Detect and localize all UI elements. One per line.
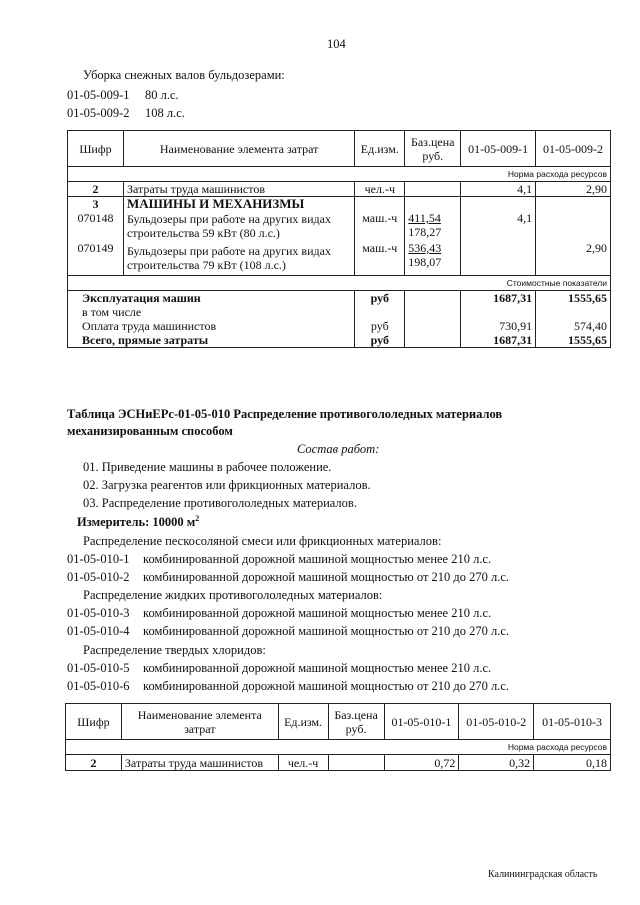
row-value-1: 4,1 [461,211,536,241]
meter-label: Измеритель: 10000 $м^2$ [77,514,200,530]
cost-row [68,305,611,319]
cost-value-2: 574,40 [536,319,611,333]
page-number: 104 [327,37,346,51]
table-row [68,197,611,212]
cost-label-row [68,275,611,290]
variant-code: 01-05-009-1 [67,88,130,102]
row-price [405,182,461,197]
row-value-2 [536,211,611,241]
row-name: Затраты труда машинистов [123,182,354,197]
variant-code: 01-05-010-3 [67,606,130,620]
row-name: МАШИНЫ И МЕХАНИЗМЫ [123,197,354,212]
work-item: 01. Приведение машины в рабочее положение. [83,460,332,474]
row-name: Бульдозеры при работе на других видах строительства 79 кВт (108 л.с.) [123,241,354,275]
cost-value-2: 1555,65 [536,290,611,305]
variant-desc: 108 л.с. [145,106,185,120]
cost-row [68,333,611,348]
variant-desc: 80 л.с. [145,88,179,102]
works-heading: Состав работ: [297,442,380,456]
row-price [328,755,384,771]
table-header-row [66,704,611,740]
variant-code: 01-05-010-6 [67,679,130,693]
cost-row [68,319,611,333]
header-code: Шифр [66,704,122,740]
cost-unit: руб [355,333,405,348]
header-unit: Ед.изм. [355,131,405,167]
norm-label-row [66,740,611,755]
work-item: 02. Загрузка реагентов или фрикционных материалов. [83,478,371,492]
table-row [68,182,611,197]
cost-unit: руб [355,290,405,305]
row-value-1: 4,1 [461,182,536,197]
row-unit: маш.-ч [355,241,405,275]
row-value-2: 2,90 [536,241,611,275]
cost-unit: руб [355,319,405,333]
header-col2: 01-05-009-2 [536,131,611,167]
row-value-2: 2,90 [536,182,611,197]
cost-label: Стоимостные показатели [68,275,611,290]
variant-desc: комбинированной дорожной машиной мощностью менее 210 л.с. [143,606,492,620]
header-code: Шифр [68,131,124,167]
header-col1: 01-05-010-1 [384,704,459,740]
header-name: Наименование элемента затрат [123,131,354,167]
variant-code: 01-05-010-2 [67,570,130,584]
variant-desc: комбинированной дорожной машиной мощностью от 210 до 270 л.с. [143,570,510,584]
row-unit: маш.-ч [355,211,405,241]
work-item: 03. Распределение противогололедных материалов. [83,496,357,510]
resource-table-1 [67,130,611,348]
norm-label: Норма расхода ресурсов [68,167,611,182]
variant-code: 01-05-010-1 [67,552,130,566]
cost-name: Оплата труда машинистов [68,319,355,333]
cost-value-1: 730,91 [461,319,536,333]
row-name: Затраты труда машинистов [121,755,278,771]
header-price: Баз.цена руб. [328,704,384,740]
cost-value-1: 1687,31 [461,333,536,348]
group-heading: Распределение жидких противогололедных материалов: [83,588,383,602]
section1-heading: Уборка снежных валов бульдозерами: [83,68,285,82]
row-name: Бульдозеры при работе на других видах строительства 59 кВт (80 л.с.) [123,211,354,241]
header-price: Баз.цена руб. [405,131,461,167]
table-header-row [68,131,611,167]
cost-value-1: 1687,31 [461,290,536,305]
row-code: 070149 [68,241,124,275]
table-row [68,211,611,241]
group-heading: Распределение твердых хлоридов: [83,643,266,657]
row-code: 3 [68,197,124,212]
variant-desc: комбинированной дорожной машиной мощностью от 210 до 270 л.с. [143,679,510,693]
row-price: 411,54 178,27 [405,211,461,241]
row-price: 536,43 198,07 [405,241,461,275]
row-value-1: 0,72 [384,755,459,771]
header-col3: 01-05-010-3 [534,704,611,740]
table-row [66,755,611,771]
row-code: 2 [66,755,122,771]
norm-label-row [68,167,611,182]
resource-table-2 [65,703,611,771]
header-col2: 01-05-010-2 [459,704,534,740]
variant-code: 01-05-009-2 [67,106,130,120]
row-value-3: 0,18 [534,755,611,771]
cost-name: в том числе [68,305,355,319]
variant-code: 01-05-010-4 [67,624,130,638]
variant-desc: комбинированной дорожной машиной мощностью менее 210 л.с. [143,552,492,566]
table-title-line1: Таблица ЭСНиЕРс-01-05-010 Распределение противогололедных материалов [67,407,503,421]
row-value-1 [461,241,536,275]
row-unit: чел.-ч [278,755,328,771]
cost-name: Всего, прямые затраты [68,333,355,348]
norm-label: Норма расхода ресурсов [66,740,611,755]
variant-desc: комбинированной дорожной машиной мощностью менее 210 л.с. [143,661,492,675]
footer-region: Калининградская область [488,869,598,880]
group-heading: Распределение пескосоляной смеси или фрикционных материалов: [83,534,442,548]
cost-row [68,290,611,305]
row-code: 2 [68,182,124,197]
header-unit: Ед.изм. [278,704,328,740]
row-unit: чел.-ч [355,182,405,197]
variant-desc: комбинированной дорожной машиной мощностью от 210 до 270 л.с. [143,624,510,638]
variant-code: 01-05-010-5 [67,661,130,675]
cost-value-2: 1555,65 [536,333,611,348]
table-row [68,241,611,275]
cost-name: Эксплуатация машин [68,290,355,305]
row-code: 070148 [68,211,124,241]
row-value-2: 0,32 [459,755,534,771]
header-name: Наименование элемента затрат [121,704,278,740]
header-col1: 01-05-009-1 [461,131,536,167]
table-title-line2: механизированным способом [67,424,233,438]
